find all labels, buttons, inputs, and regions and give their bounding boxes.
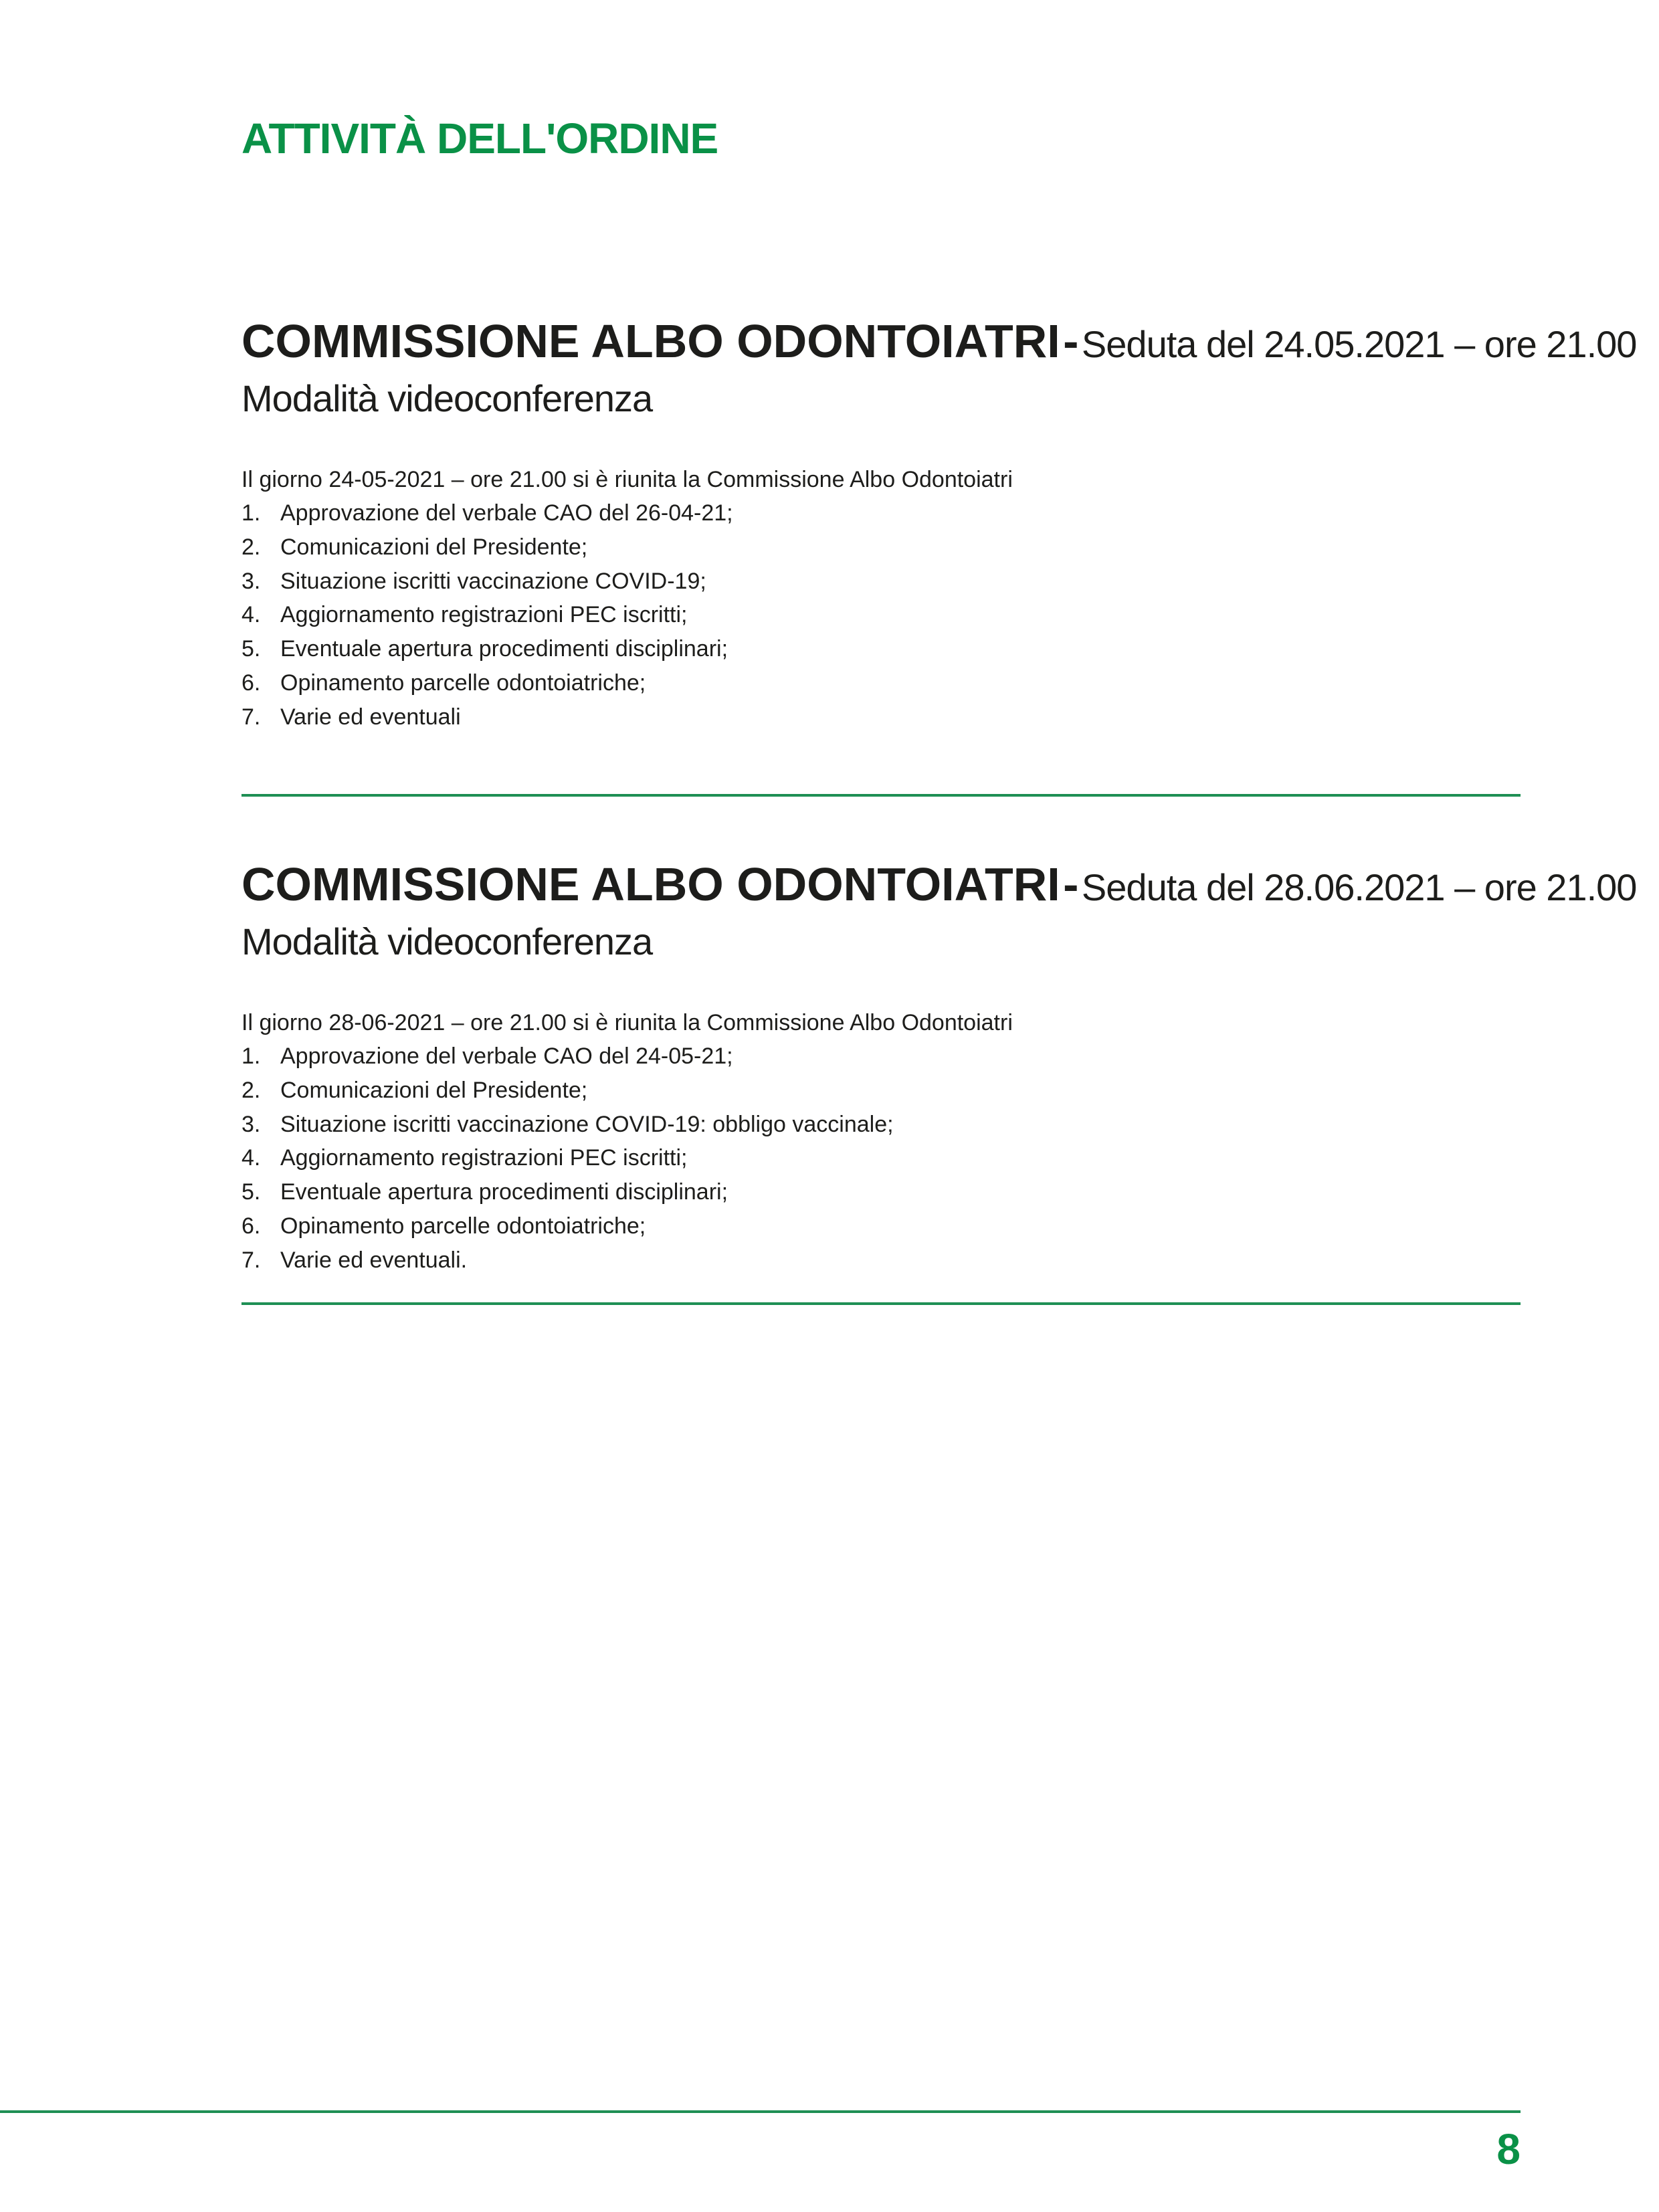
heading-separator: - bbox=[1063, 858, 1079, 910]
session-date: Seduta del 24.05.2021 – ore 21.00 bbox=[1081, 323, 1637, 365]
agenda-text: Approvazione del verbale CAO del 24-05-21; bbox=[280, 1043, 733, 1069]
agenda-number: 2. bbox=[241, 534, 261, 560]
agenda-text: Approvazione del verbale CAO del 26-04-21; bbox=[280, 500, 733, 526]
section-divider bbox=[241, 794, 1521, 797]
agenda-item bbox=[241, 1039, 1521, 1074]
agenda-number: 3. bbox=[241, 1111, 261, 1137]
agenda-text: Situazione iscritti vaccinazione COVID-19: obbligo vaccinale; bbox=[280, 1111, 894, 1137]
agenda-number: 7. bbox=[241, 1247, 261, 1273]
agenda-item bbox=[241, 632, 1521, 666]
agenda-item bbox=[241, 1175, 1521, 1209]
section-heading bbox=[241, 852, 1637, 916]
agenda-text: Comunicazioni del Presidente; bbox=[280, 534, 588, 560]
agenda-text: Eventuale apertura procedimenti disciplinari; bbox=[280, 1179, 728, 1205]
agenda-item bbox=[241, 496, 1521, 530]
heading-separator: - bbox=[1063, 315, 1079, 367]
agenda-number: 5. bbox=[241, 1179, 261, 1205]
agenda-item bbox=[241, 1141, 1521, 1175]
page-number: 8 bbox=[1496, 2125, 1521, 2173]
agenda-number: 2. bbox=[241, 1077, 261, 1103]
agenda-number: 4. bbox=[241, 602, 261, 628]
agenda-item bbox=[241, 598, 1521, 632]
agenda-item bbox=[241, 1074, 1521, 1108]
agenda-item bbox=[241, 1209, 1521, 1243]
agenda-text: Varie ed eventuali bbox=[280, 704, 461, 730]
meeting-mode: Modalità videoconferenza bbox=[241, 377, 653, 419]
agenda-item bbox=[241, 1108, 1521, 1142]
agenda-list bbox=[241, 496, 1521, 734]
session-date: Seduta del 28.06.2021 – ore 21.00 bbox=[1081, 866, 1637, 908]
agenda-text: Eventuale apertura procedimenti disciplinari; bbox=[280, 636, 728, 662]
section-heading bbox=[241, 309, 1637, 373]
agenda-list bbox=[241, 1039, 1521, 1278]
agenda-text: Aggiornamento registrazioni PEC iscritti; bbox=[280, 602, 688, 628]
agenda-item bbox=[241, 530, 1521, 565]
agenda-number: 7. bbox=[241, 704, 261, 730]
agenda-item bbox=[241, 700, 1521, 734]
meeting-intro: Il giorno 28-06-2021 – ore 21.00 si è riunita la Commissione Albo Odontoiatri bbox=[241, 1010, 1013, 1035]
agenda-item bbox=[241, 565, 1521, 599]
agenda-text: Varie ed eventuali. bbox=[280, 1247, 468, 1273]
commission-name: COMMISSIONE ALBO ODONTOIATRI bbox=[241, 858, 1060, 910]
agenda-number: 6. bbox=[241, 1213, 261, 1239]
agenda-number: 1. bbox=[241, 500, 261, 526]
agenda-text: Situazione iscritti vaccinazione COVID-19; bbox=[280, 568, 706, 594]
agenda-number: 4. bbox=[241, 1145, 261, 1171]
agenda-text: Opinamento parcelle odontoiatriche; bbox=[280, 1213, 646, 1239]
agenda-number: 1. bbox=[241, 1043, 261, 1069]
meeting-section-2 bbox=[241, 852, 1637, 1278]
agenda-item bbox=[241, 1243, 1521, 1278]
footer-rule bbox=[0, 2110, 1521, 2113]
agenda-number: 6. bbox=[241, 670, 261, 696]
agenda-number: 3. bbox=[241, 568, 261, 594]
commission-name: COMMISSIONE ALBO ODONTOIATRI bbox=[241, 315, 1060, 367]
agenda-item bbox=[241, 666, 1521, 700]
page-title: ATTIVITÀ DELL'ORDINE bbox=[241, 114, 718, 163]
meeting-mode: Modalità videoconferenza bbox=[241, 920, 653, 963]
agenda-text: Comunicazioni del Presidente; bbox=[280, 1077, 588, 1103]
meeting-section-1 bbox=[241, 309, 1637, 734]
agenda-number: 5. bbox=[241, 636, 261, 662]
section-divider bbox=[241, 1302, 1521, 1305]
agenda-text: Opinamento parcelle odontoiatriche; bbox=[280, 670, 646, 696]
meeting-intro: Il giorno 24-05-2021 – ore 21.00 si è riunita la Commissione Albo Odontoiatri bbox=[241, 467, 1013, 492]
agenda-text: Aggiornamento registrazioni PEC iscritti; bbox=[280, 1145, 688, 1171]
